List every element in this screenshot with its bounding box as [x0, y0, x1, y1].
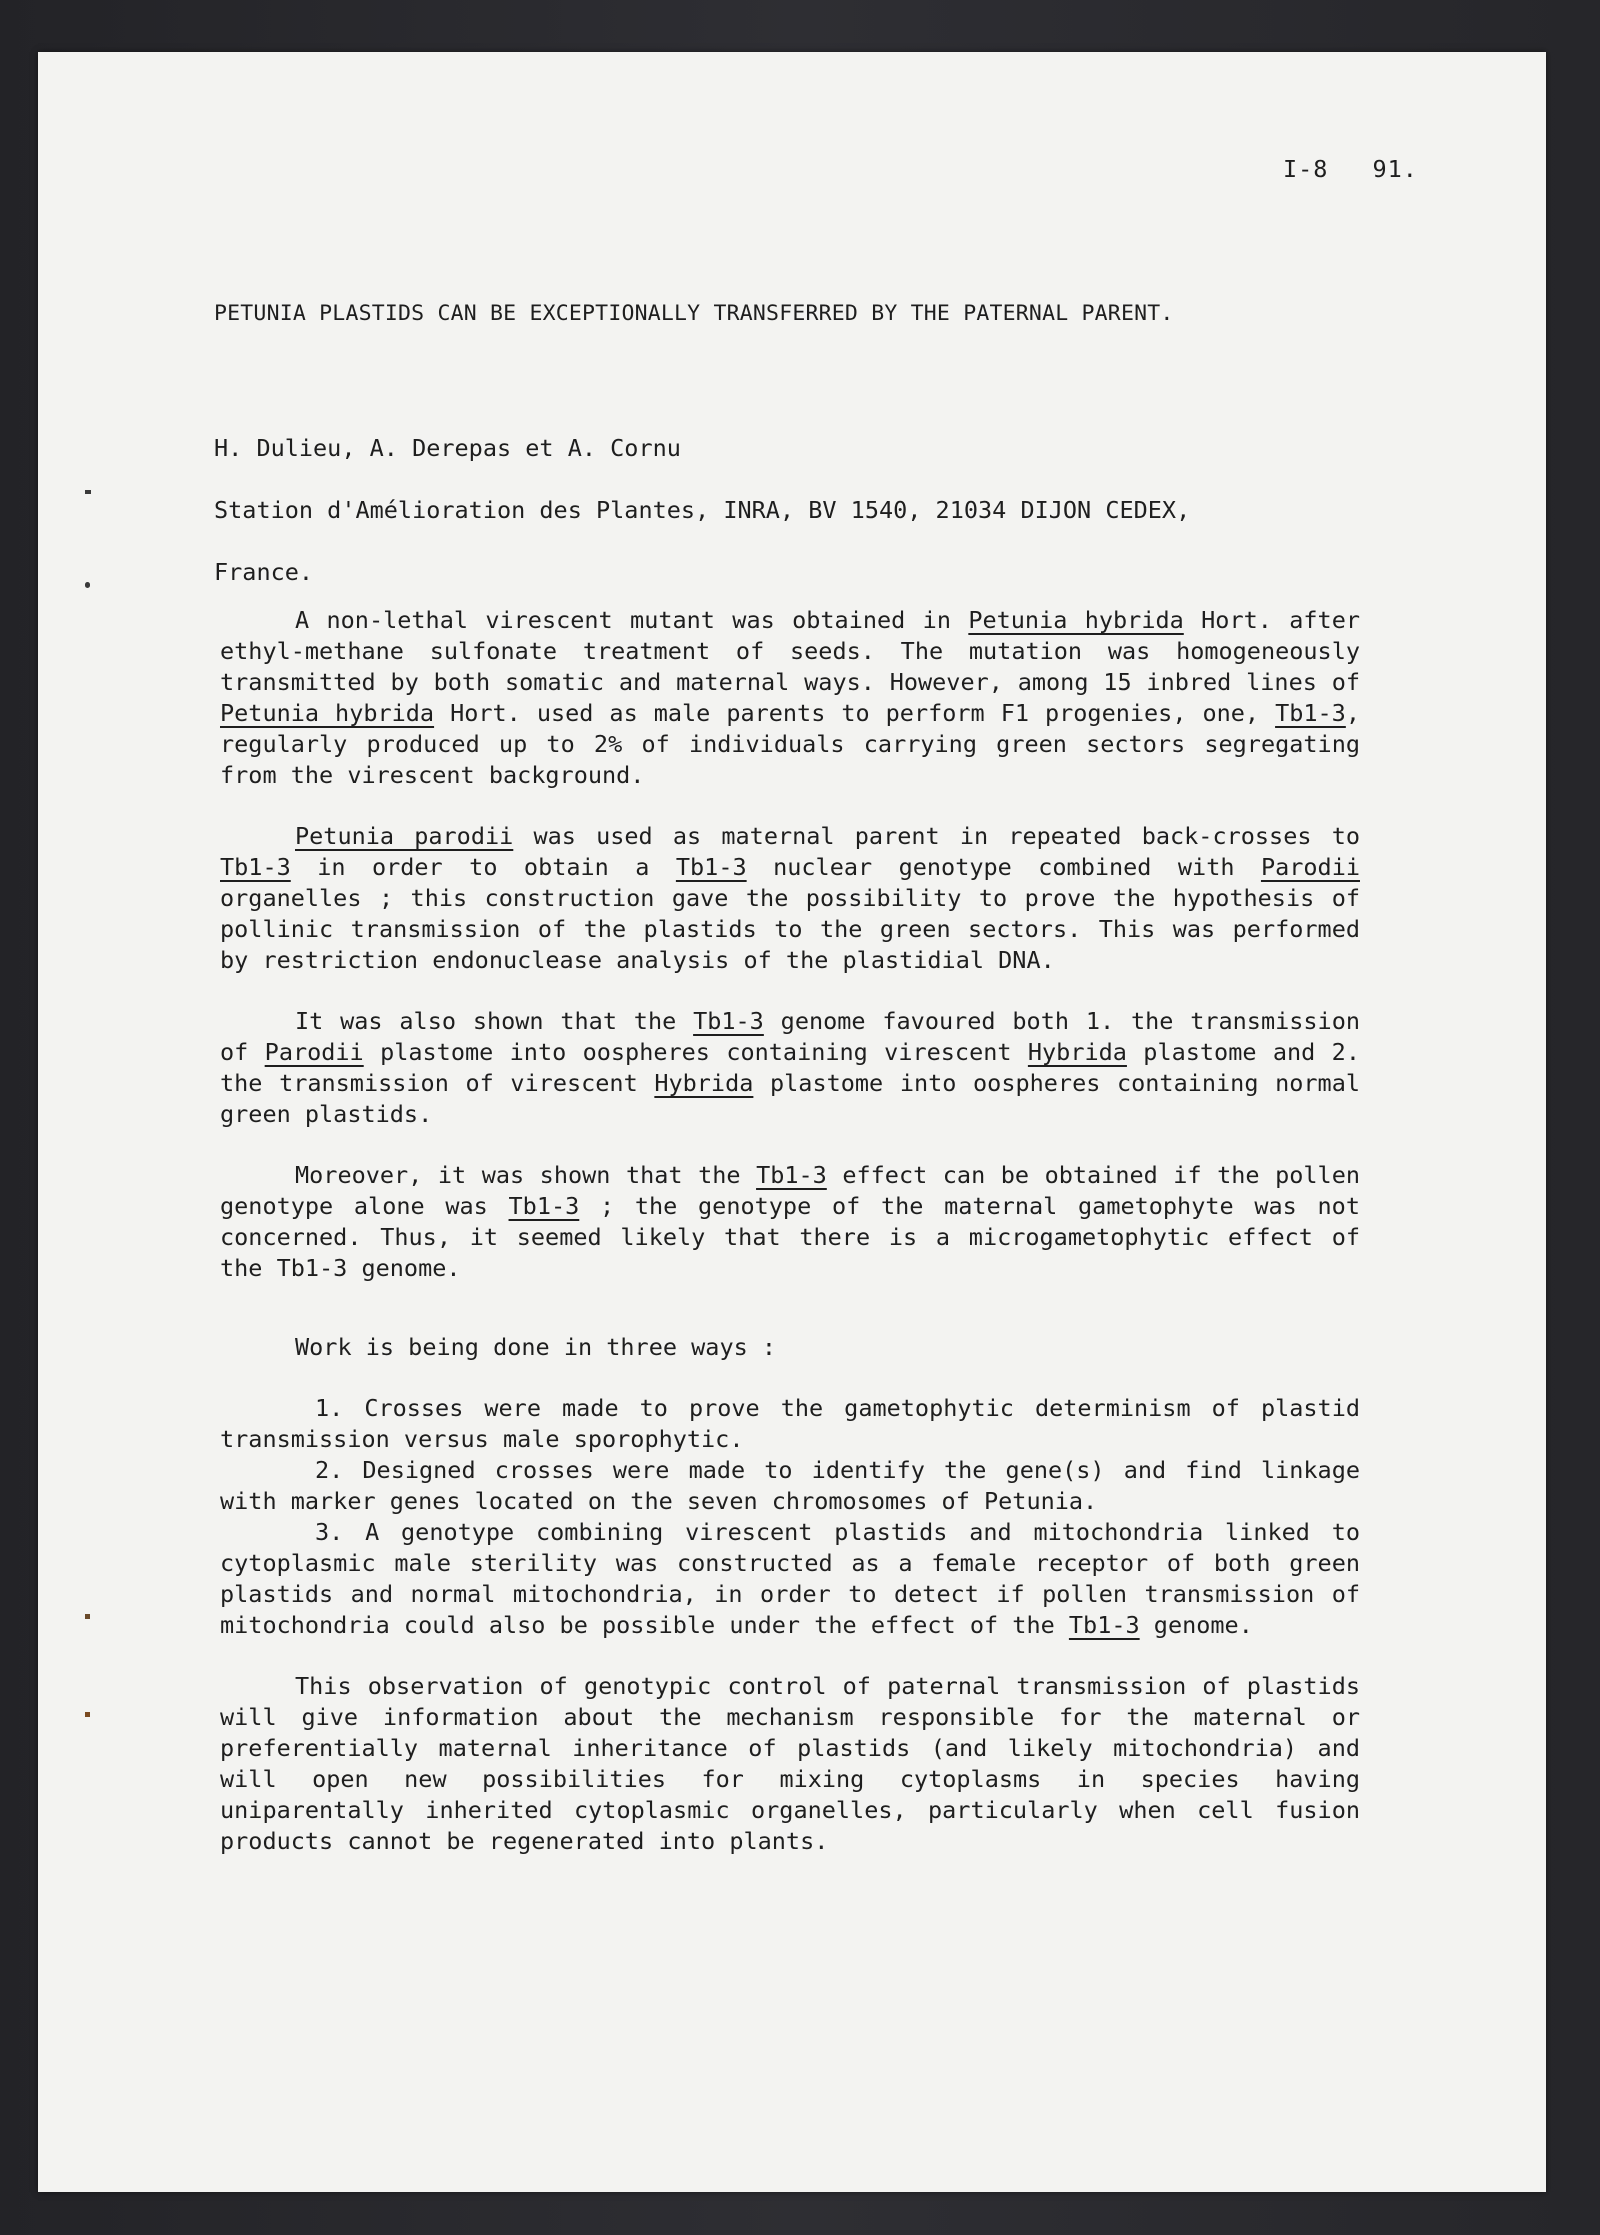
underlined-term: Petunia hybrida: [220, 699, 435, 727]
paragraph-parodii: [220, 821, 1360, 976]
underlined-term: Hybrida: [654, 1069, 754, 1097]
work-item-3: [220, 1517, 1360, 1641]
text-run: organelles ; this construction gave the possibility to prove the hypothesis of pollinic transmission of the plastids to the green sectors. This was performed by restriction endonuclease analysis of the plastidial DNA.: [220, 884, 1360, 974]
text-run: Moreover, it was shown that the: [295, 1161, 757, 1189]
text-run: plastome into oospheres containing normal green plastids.: [220, 1069, 1360, 1128]
paragraph-pollen-genotype: [220, 1160, 1360, 1284]
document-body: [220, 605, 1360, 1887]
text-run: It was also shown that the: [295, 1007, 694, 1035]
text-run: ; the genotype of the maternal gametophyte was not concerned. Thus, it seemed likely that there is a microgametophytic effect of the Tb1-3 genome.: [220, 1192, 1360, 1282]
text-run: genome favoured both 1. the transmission of: [220, 1007, 1360, 1066]
work-heading: Work is being done in three ways :: [295, 1333, 777, 1361]
underlined-term: Petunia hybrida: [968, 606, 1184, 634]
author-block: [214, 402, 1414, 619]
page-reference: [1283, 154, 1418, 185]
text-run: , regularly produced up to 2% of individuals carrying green sectors segregating from the virescent background.: [220, 699, 1360, 789]
text-run: nuclear genotype combined with: [746, 853, 1261, 881]
document-page: [38, 52, 1546, 2192]
text-run: Hort. used as male parents to perform F1 progenies, one,: [434, 699, 1276, 727]
underlined-term: Tb1-3: [508, 1192, 580, 1220]
underlined-term: Petunia parodii: [295, 822, 514, 850]
text-run: effect can be obtained if the pollen genotype alone was: [220, 1161, 1360, 1220]
work-list: [220, 1393, 1360, 1641]
underlined-term: Parodii: [1260, 853, 1360, 881]
page-number: 91.: [1372, 155, 1418, 183]
document-title: PETUNIA PLASTIDS CAN BE EXCEPTIONALLY TRANSFERRED BY THE PATERNAL PARENT.: [214, 301, 1174, 326]
paragraph-conclusion: This observation of genotypic control of paternal transmission of plastids will give information about the mechanism responsible for the maternal or preferentially maternal inheritance of plastids (and likely mitochondria) and will open new possibilities for mixing cytoplasms in species having uniparentally inherited cytoplasmic organelles, particularly when cell fusion products cannot be regenerated into plants.: [220, 1672, 1360, 1855]
underlined-term: Tb1-3: [1275, 699, 1346, 727]
margin-mark: [85, 1614, 90, 1619]
page-code: I-8: [1283, 155, 1329, 183]
underlined-term: Tb1-3: [756, 1161, 827, 1189]
margin-mark: [85, 1712, 90, 1717]
text-run: plastome and 2. the transmission of virescent: [220, 1038, 1360, 1097]
text-run: genome.: [1139, 1611, 1253, 1639]
affiliation-line-1: Station d'Amélioration des Plantes, INRA, BV 1540, 21034 DIJON CEDEX,: [214, 496, 1191, 524]
text-run: Hort. after ethyl-methane sulfonate treatment of seeds. The mutation was homogeneously transmitted by both somatic and maternal ways. However, among 15 inbred lines of: [220, 606, 1360, 696]
underlined-term: Tb1-3: [693, 1007, 764, 1035]
underlined-term: Tb1-3: [675, 853, 747, 881]
underlined-term: Parodii: [264, 1038, 364, 1066]
underlined-term: Tb1-3: [1068, 1611, 1140, 1639]
affiliation-line-2: France.: [214, 558, 314, 586]
text-run: was used as maternal parent in repeated back-crosses to: [513, 822, 1360, 850]
text-run: plastome into oospheres containing virescent: [363, 1038, 1028, 1066]
work-item-2: 2. Designed crosses were made to identify the gene(s) and find linkage with marker genes located on the seven chromosomes of Petunia.: [220, 1456, 1360, 1515]
text-run: 3. A genotype combining virescent plastids and mitochondria linked to cytoplasmic male sterility was constructed as a female receptor of both green plastids and normal mitochondria, in order to detect if pollen transmission of mitochondria could also be possible under the effect of the: [220, 1518, 1360, 1639]
paragraph-mutant: [220, 605, 1360, 791]
margin-mark: [85, 490, 91, 494]
text-run: in order to obtain a: [290, 853, 676, 881]
paragraph-genome-effect: [220, 1006, 1360, 1130]
underlined-term: Hybrida: [1027, 1038, 1127, 1066]
margin-mark: [85, 582, 90, 588]
text-run: A non-lethal virescent mutant was obtained in: [295, 606, 969, 634]
work-item-1: 1. Crosses were made to prove the gametophytic determinism of plastid transmission versus male sporophytic.: [220, 1394, 1360, 1453]
author-names: H. Dulieu, A. Derepas et A. Cornu: [214, 434, 681, 462]
underlined-term: Tb1-3: [220, 853, 291, 881]
